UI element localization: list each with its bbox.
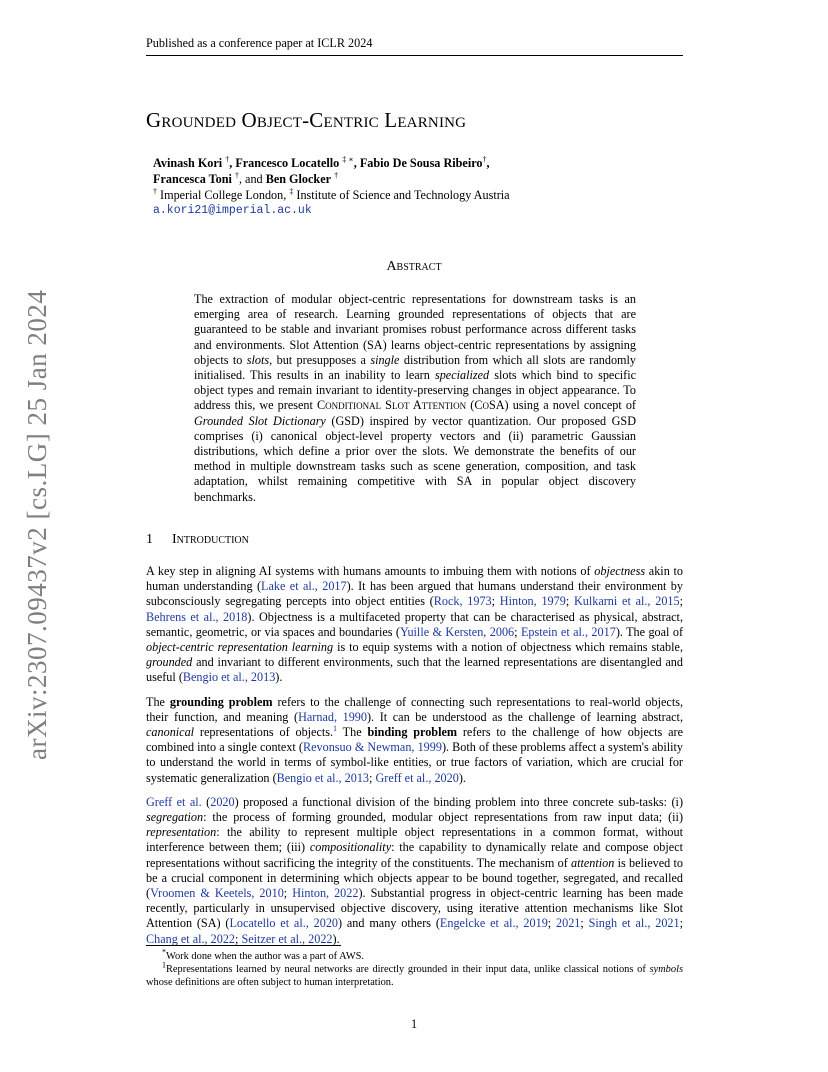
author-name: Ben Glocker (265, 172, 332, 186)
author-name: Francesco Locatello (235, 156, 340, 170)
footnote-link[interactable]: 1 (333, 723, 338, 733)
section-number: 1 (146, 532, 153, 547)
citation-link[interactable]: Locatello et al., 2020 (229, 916, 339, 931)
footnotes (146, 947, 683, 989)
author-line-1: Avinash Kori †, Francesco Locatello ‡ ∗, Fabio De Sousa Ribeiro†, (153, 154, 490, 170)
citation-link[interactable]: 2021 (556, 916, 581, 931)
citation-link[interactable]: Kulkarni et al., 2015 (573, 594, 680, 609)
author-email[interactable]: a.kori21@imperial.ac.uk (153, 204, 312, 217)
introduction-body (146, 564, 683, 956)
footnote: *Work done when the author was a part of AWS. (162, 947, 365, 962)
citation-link[interactable]: Greff et al., 2020 (375, 770, 459, 785)
footnote: $^1$Representations learned by neural networks are directly grounded in their input data, unlike classical notions of symbols whose definitions are often subject to human interpretation. (146, 960, 683, 988)
citation-link[interactable]: 2020 (210, 794, 235, 809)
citation-link[interactable]: Greff et al. (146, 794, 202, 809)
author-name: Fabio De Sousa Ribeiro (359, 156, 483, 170)
paragraph: Greff et al. (2020) proposed a functional division of the binding problem into three concrete sub-tasks: (i) segregation: the process of forming grounded, modular object representations from raw input data; (ii) representation: the ability to represent multiple object representations in a common format, without interference between them; (iii) compositionality: the capability to dynamically relate and compose object representations without sacrificing the integrity of the constituents. The mechanism of attention is believed to be a crucial component in determining which objects appear to be bound together, segregated, and recalled (Vroomen & Keetels, 2010; Hinton, 2022). Substantial progress in object-centric learning has been made recently, particularly in unsupervised objective discovery, using iterative attention mechanisms like Slot Attention (SA) (Locatello et al., 2020) and many others (Engelcke et al., 2019; 2021; Singh et al., 2021; Chang et al., 2022; Seitzer et al., 2022). (146, 794, 684, 946)
page-number: 1 (410, 1017, 418, 1031)
citation-link[interactable]: Behrens et al., 2018 (146, 609, 248, 624)
paragraph: A key step in aligning AI systems with humans amounts to imbuing them with notions of objectness akin to human understanding (Lake et al., 2017). It has been argued that humans understand their environment by subconsciously segregating percepts into object entities (Rock, 1973; Hinton, 1979; Kulkarni et al., 2015; Behrens et al., 2018). Objectness is a multifaceted property that can be characterised as physical, abstract, semantic, geometric, or via spaces and boundaries (Yuille & Kersten, 2006; Epstein et al., 2017). The goal of object-centric representation learning is to equip systems with a notion of objectness which remains stable, grounded and invariant to different environments, such that the learned representations are disentangled and useful (Bengio et al., 2013). (146, 564, 684, 685)
author-name: Avinash Kori (153, 156, 223, 170)
citation-link[interactable]: Epstein et al., 2017 (520, 624, 616, 639)
citation-link[interactable]: Bengio et al., 2013 (182, 670, 276, 685)
citation-link[interactable]: Hinton, 1979 (499, 594, 566, 609)
citation-link[interactable]: Bengio et al., 2013 (276, 770, 370, 785)
citation-link[interactable]: Hinton, 2022 (292, 886, 359, 901)
citation-link[interactable]: Yuille & Kersten, 2006 (400, 624, 515, 639)
citation-link[interactable]: Harnad, 1990 (298, 709, 367, 724)
citation-link[interactable]: Chang et al., 2022 (146, 931, 236, 946)
citation-link[interactable]: Lake et al., 2017 (261, 579, 347, 594)
citation-link[interactable]: Revonsuo & Newman, 1999 (302, 740, 442, 755)
abstract-heading: Abstract (386, 259, 442, 274)
abstract-text: The extraction of modular object-centric representations for downstream tasks is an emerging area of research. Learning grounded representations of objects that are guaranteed to be stable and invariant promises robust performance across different tasks and environments. Slot Attention (SA) learns object-centric representations by assigning objects to slots, but presupposes a single distribution from which all slots are randomly initialised. This results in an inability to learn specialized slots which bind to specific object types and remain invariant to identity-preserving changes in object appearance. To address this, we present Conditional Slot Attention (CoSA) using a novel concept of Grounded Slot Dictionary (GSD) inspired by vector quantization. Our proposed GSD comprises (i) canonical object-level property vectors and (ii) parametric Gaussian distributions, which define a prior over the slots. We demonstrate the benefits of our method in multiple downstream tasks such as scene generation, composition, and task adaptation, whilst remaining competitive with SA in popular object discovery benchmarks. (194, 292, 637, 504)
paper-title: Grounded Object-Centric Learning (146, 108, 467, 132)
affiliations: † Imperial College London, ‡ Institute of Science and Technology Austria (153, 186, 510, 202)
section-title: Introduction (172, 532, 249, 547)
author-name: Francesca Toni (153, 172, 232, 186)
citation-link[interactable]: Vroomen & Keetels, 2010 (150, 886, 284, 901)
section-heading (146, 532, 249, 548)
citation-link[interactable]: Singh et al., 2021 (588, 916, 680, 931)
arxiv-stamp: arXiv:2307.09437v2 [cs.LG] 25 Jan 2024 (22, 289, 52, 760)
author-block (153, 155, 683, 219)
citation-link[interactable]: Seitzer et al., 2022 (241, 931, 333, 946)
citation-link[interactable]: Rock, 1973 (433, 594, 492, 609)
author-line-2: Francesca Toni †, and Ben Glocker † (153, 170, 339, 186)
citation-link[interactable]: Engelcke et al., 2019 (439, 916, 548, 931)
footnote-rule (146, 945, 341, 946)
paragraph: The grounding problem refers to the challenge of connecting such representations to real-world objects, their function, and meaning (Harnad, 1990). It can be understood as the challenge of learning abstract, canonical representations of objects.$^1$ The binding problem refers to the challenge of how objects are combined into a single context (Revonsuo & Newman, 1999). Both of these problems affect a system's ability to understand the world in terms of symbol-like entities, or true factors of variation, which are crucial for systematic generalization (Bengio et al., 2013; Greff et al., 2020). (146, 694, 683, 785)
running-header: Published as a conference paper at ICLR 2024 (146, 36, 683, 56)
